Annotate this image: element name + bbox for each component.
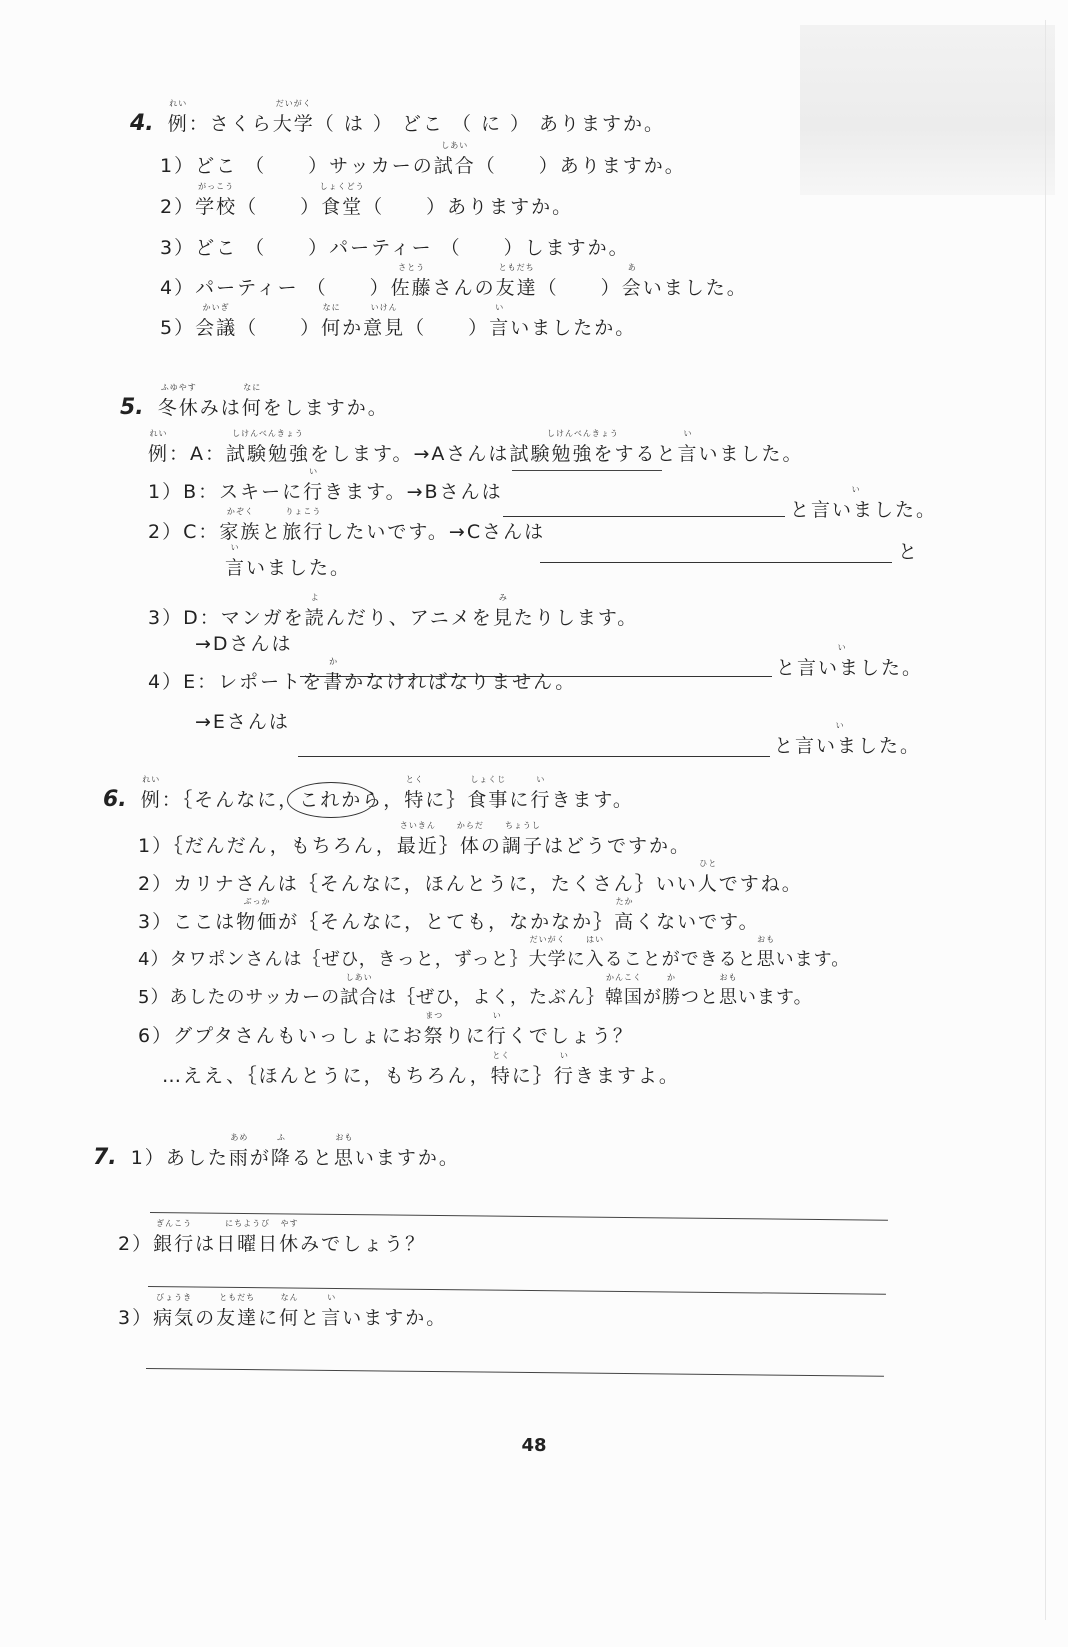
s5-item-1: 1）B：スキーに行 い きます。→Bさんは [148, 467, 503, 503]
s4-item-2: 2）学校 がっこう （ ）食堂 しょくどう （ ）ありますか。 [160, 182, 574, 218]
s4-item-4: 4）パーティー （ ）佐藤 さとう さんの友達 ともだち （ ）会 あ いました。 [160, 263, 748, 299]
answer-circle [287, 782, 375, 818]
ruby-daigaku: 大学 だいがく [272, 99, 315, 135]
s4-item-1: 1）どこ （ ）サッカーの試合 しあい （ ）ありますか。 [160, 141, 686, 177]
s5-item-4-arrow: →Eさんは [195, 711, 290, 733]
s5-item-4-blank[interactable] [298, 756, 770, 757]
s4-item-5: 5）会議 かいぎ （ ）何 なに か意見 いけん （ ）言 い いましたか。 [160, 303, 637, 339]
s6-item-1: 1）｛だんだん，もちろん，最近 さいきん ｝体 からだ の調子 ちょうし はどうですか。 [138, 821, 691, 857]
s6-item-2: 2）カリナさんは｛そんなに，ほんとうに，たくさん｝いい人 ひと ですね。 [138, 859, 803, 895]
s5-item-2-blank[interactable] [540, 562, 892, 563]
s6-item-6: 6）グプタさんもいっしょにお祭 まつ りに行 い くでしょう？ [138, 1011, 634, 1047]
s5-item-3-end: と言いました。 い [776, 643, 924, 679]
s7-answer-line-2[interactable] [148, 1286, 886, 1295]
s6-item-4: 4）タワポンさんは｛ぜひ，きっと，ずっと｝大学 だいがく に入 はい ることができると思 おも います。 [138, 935, 851, 970]
s5-item-1-blank[interactable] [503, 516, 785, 517]
scan-edge [1045, 20, 1046, 1620]
s5-example: 例 れい ：A：試験勉強 しけんべんきょう をします。→Aさんは試験勉強をする しけんべんきょう と言 い いました。 [148, 429, 804, 465]
s6-item-5: 5）あしたのサッカーの試合 しあい は｛ぜひ，よく，たぶん｝韓国 かんこく が勝 か つと思 おも います。 [138, 973, 813, 1008]
s4-item-3: 3）どこ （ ）パーティー （ ）しますか。 [160, 237, 630, 259]
s5-example-underline [512, 470, 662, 471]
ruby-rei: 例 れい [167, 99, 189, 135]
page-number: 48 [521, 1435, 547, 1456]
s6-example: 6. 例 れい ：｛そんなに，これから，特 とく に｝食事 しょくじ に行 い きます。 [103, 775, 634, 812]
s6-item-3: 3）ここは物価 ぶっか が｛そんなに，とても，なかなか｝高 たか くないです。 [138, 897, 760, 933]
s5-item-2-tail: と [898, 541, 920, 563]
s5-example-answer: 試験勉強をする しけんべんきょう [509, 429, 657, 465]
s5-item-2: 2）C：家族 かぞく と旅行 りょこう したいです。→Cさんは [148, 507, 546, 543]
s7-answer-line-3[interactable] [146, 1368, 884, 1377]
scan-shadow [800, 25, 1055, 195]
s5-question: 5. 冬休 ふゆやす みは何 なに をしますか。 [120, 383, 389, 420]
s6-number: 6. [103, 787, 127, 812]
s6-item-6-answer: …ええ、｛ほんとうに，もちろん，特 とく に｝行 い きますよ。 [162, 1051, 680, 1087]
s5-item-3-arrow: →Dさんは [195, 633, 293, 655]
s5-item-1-end: と言いました。 い [790, 485, 938, 521]
s7-item-2: 2）銀行 ぎんこう は日曜日 にちようび 休 やす みでしょう？ [118, 1219, 427, 1255]
s4-example: 4. 例 れい ：さくら大学 だいがく （ は ） どこ （ に ） ありますか。 [130, 99, 666, 136]
s7-item-1: 7. 1）あした雨 あめ が降 ふ ると思 おも いますか。 [93, 1133, 460, 1170]
s7-item-3: 3）病気 びょうき の友達 ともだち に何 なん と言 い いますか。 [118, 1293, 448, 1329]
s5-item-4-end: と言いました。 い [774, 721, 922, 757]
s5-number: 5. [120, 395, 144, 420]
s4-number: 4. [130, 111, 154, 136]
s7-number: 7. [93, 1145, 117, 1170]
s5-item-3: 3）D：マンガを読 よ んだり、アニメを見 み たりします。 [148, 593, 639, 629]
s5-item-4: 4）E：レポートを書 か かなければなりません。 [148, 657, 577, 693]
s6-circled-answer: これから [299, 789, 384, 811]
s5-item-2-next: 言いました。 い [225, 543, 352, 579]
